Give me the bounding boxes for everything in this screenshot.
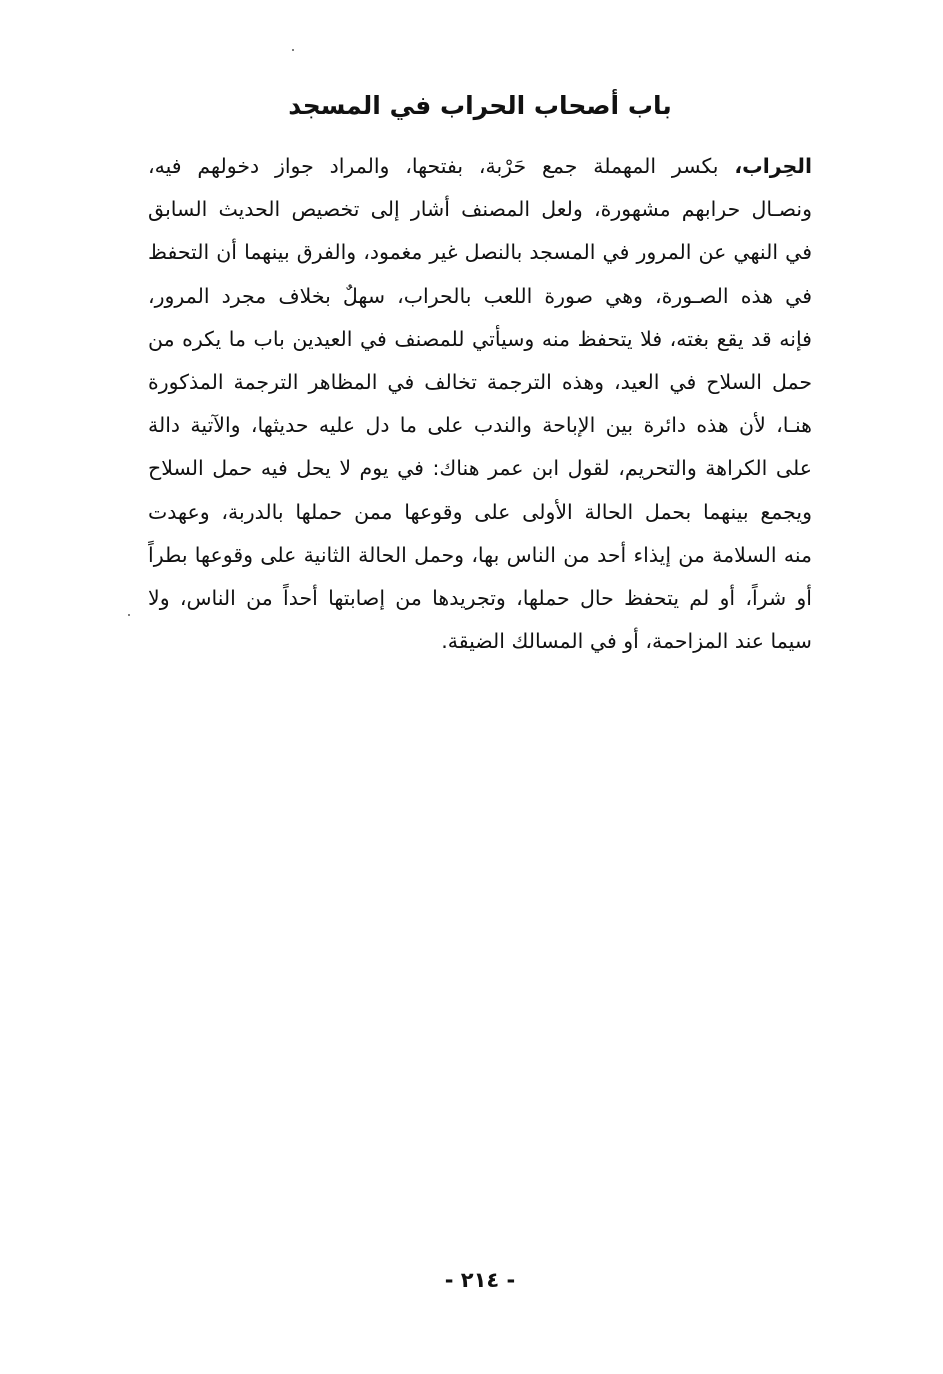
text-line: فإنه قد يقع بغته، فلا يتحفظ منه وسيأتي للمصنف في العيدين باب ما يكره من: [148, 326, 812, 351]
text-line: ويجمع بينهما بحمل الحالة الأولى على وقوعها ممن حملها بالدربة، وعهدت: [148, 499, 812, 524]
text-line: في النهي عن المرور في المسجد بالنصل غير مغمود، والفرق بينهما أن التحفظ: [148, 240, 812, 265]
text-line: أو شراً، أو لم يتحفظ حال حملها، وتجريدها من إصابتها أحداً من الناس، ولا: [148, 585, 812, 610]
scan-speck: [292, 49, 294, 51]
text-line: في هذه الصـورة، وهي صورة اللعب بالحراب، سهلٌ بخلاف مجرد المرور،: [148, 283, 812, 308]
text-line: هنـا، لأن هذه دائرة بين الإباحة والندب على ما دل عليه حديثها، والآتية دالة: [148, 413, 812, 438]
scan-speck: [128, 614, 130, 616]
text-line: على الكراهة والتحريم، لقول ابن عمر هناك: في يوم لا يحل فيه حمل السلاح: [148, 456, 812, 481]
lead-word: الحِراب،: [734, 154, 812, 178]
section-title: باب أصحاب الحراب في المسجد: [288, 91, 672, 120]
page-number: - ٢١٤ -: [444, 1268, 516, 1292]
text-line: حمل السلاح في العيد، وهذه الترجمة تخالف في المظاهر الترجمة المذكورة: [148, 369, 812, 394]
text-line: ونصـال حرابهم مشهورة، ولعل المصنف أشار إلى تخصيص الحديث السابق: [148, 197, 812, 222]
text-line-content: بكسر المهملة جمع حَرْبة، بفتحها، والمراد جواز دخولهم فيه،: [148, 154, 735, 178]
text-line: سيما عند المزاحمة، أو في المسالك الضيقة.: [441, 629, 812, 654]
body-paragraph: [148, 145, 812, 663]
text-line: منه السلامة من إيذاء أحد من الناس بها، وحمل الحالة الثانية على وقوعها بطراً: [148, 542, 812, 567]
text-line: [148, 145, 812, 188]
